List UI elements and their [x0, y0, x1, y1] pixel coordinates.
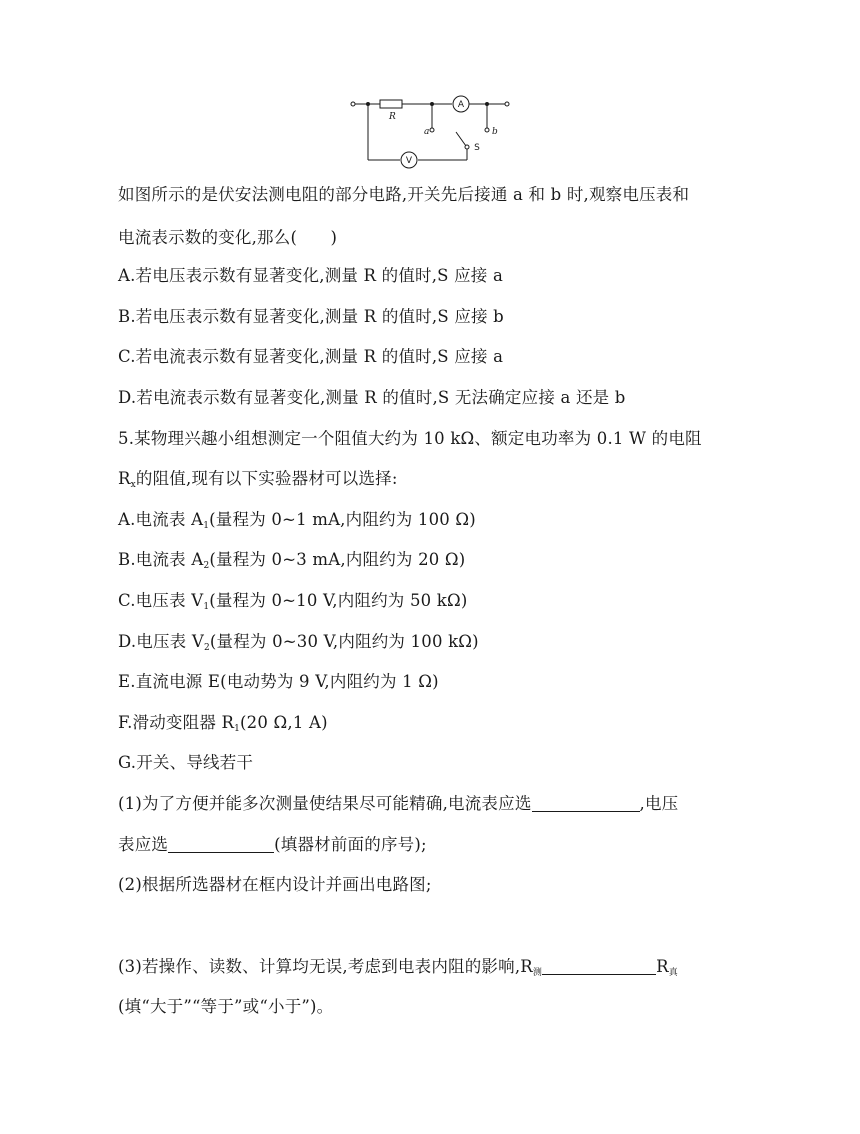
- voltmeter-label: V: [405, 156, 413, 166]
- q4-option-d: D.若电流表示数有显著变化,测量 R 的值时,S 无法确定应接 a 还是 b: [118, 388, 626, 407]
- equipment-f: F.滑动变阻器 $R_1(20$ Ω,1 A): [118, 713, 328, 734]
- q5-stem-line1: 5.某物理兴趣小组想测定一个阻值大约为 10 kΩ、额定电功率为 0.1 W 的电阻: [118, 429, 702, 448]
- equipment-a: A.电流表 $A_1$(量程为 0~1 mA,内阻约为 100 Ω): [118, 510, 476, 531]
- equipment-d: D.电压表 $V_2$(量程为 0~30 V,内阻约为 100 kΩ): [118, 632, 479, 653]
- answer-blank-compare[interactable]: [542, 958, 656, 975]
- q5-part3-line1: (3)若操作、读数、计算均无误,考虑到电表内阻的影响,R测 R真: [118, 957, 678, 978]
- equipment-b: B.电流表 $A_2$(量程为 0~3 mA,内阻约为 20 Ω): [118, 550, 466, 571]
- q5-part2: (2)根据所选器材在框内设计并画出电路图;: [118, 875, 432, 894]
- q5-part3-line2: (填“大于”“等于”或“小于”)。: [118, 997, 334, 1016]
- equipment-g: G.开关、导线若干: [118, 753, 254, 772]
- answer-blank-voltmeter[interactable]: [168, 836, 274, 853]
- node-b-label: b: [492, 127, 498, 137]
- equipment-c: C.电压表 $V_1$(量程为 0~10 V,内阻约为 50 kΩ): [118, 591, 468, 612]
- circuit-diagram: [340, 90, 520, 170]
- q4-stem-line2: 电流表示数的变化,那么( ): [118, 228, 338, 247]
- q4-option-a: A.若电压表示数有显著变化,测量 R 的值时,S 应接 a: [118, 266, 503, 285]
- right-terminal: [505, 102, 509, 106]
- ammeter-label: A: [457, 100, 465, 110]
- node-a-label: a: [424, 127, 430, 137]
- q5-part1-line2: 表应选 (填器材前面的序号);: [118, 835, 427, 854]
- q4-option-b: B.若电压表示数有显著变化,测量 R 的值时,S 应接 b: [118, 307, 504, 326]
- q5-part1-line1: (1)为了方便并能多次测量使结果尽可能精确,电流表应选 ,电压: [118, 794, 679, 813]
- equipment-e: E.直流电源 E(电动势为 9 V,内阻约为 1 Ω): [118, 672, 439, 691]
- resistor-label: R: [389, 112, 396, 122]
- answer-blank-ammeter[interactable]: [532, 795, 640, 812]
- left-terminal: [351, 102, 355, 106]
- q5-stem-line2: $R_x$的阻值,现有以下实验器材可以选择:: [118, 469, 398, 490]
- resistor-symbol: [380, 100, 402, 108]
- q4-option-c: C.若电流表示数有显著变化,测量 R 的值时,S 应接 a: [118, 347, 504, 366]
- q4-stem-line1: 如图所示的是伏安法测电阻的部分电路,开关先后接通 a 和 b 时,观察电压表和: [118, 185, 690, 204]
- switch-label: S: [474, 143, 480, 153]
